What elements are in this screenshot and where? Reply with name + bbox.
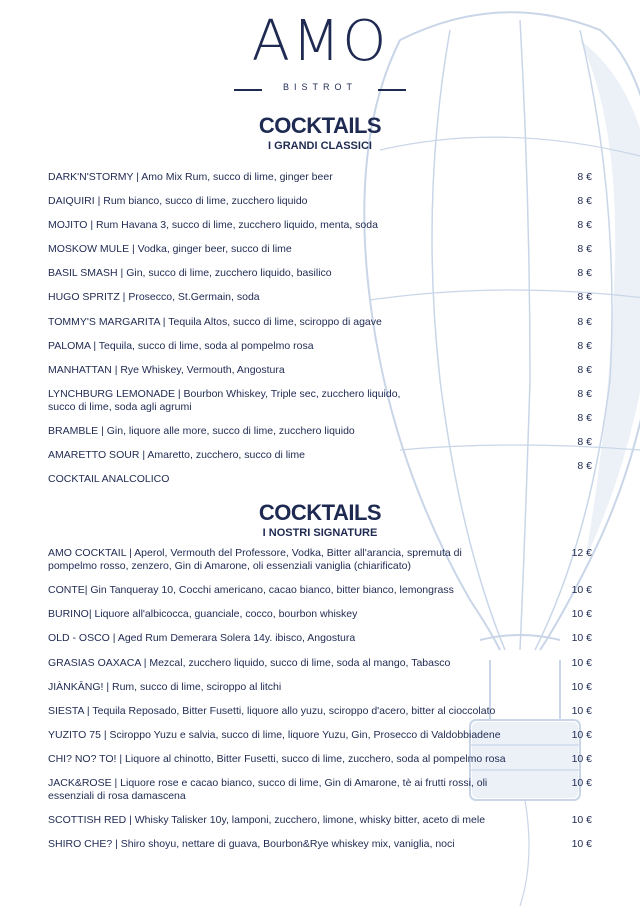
menu-item-price: 8 € <box>577 460 592 472</box>
menu-item: SIESTA | Tequila Reposado, Bitter Fusetti, liquore allo yuzu, sciroppo d'acero, bitter al cioccolato <box>48 705 496 717</box>
menu-item-price: 10 € <box>571 838 592 850</box>
menu-item-price: 10 € <box>571 608 592 620</box>
menu-item: JIÀNKĀNG! | Rum, succo di lime, sciroppo al litchi <box>48 681 282 693</box>
menu-item-price: 10 € <box>571 657 592 669</box>
menu-item: TOMMY'S MARGARITA | Tequila Altos, succo di lime, sciroppo di agave <box>48 316 382 328</box>
logo-name: AMO <box>251 9 389 74</box>
menu-item: YUZITO 75 | Sciroppo Yuzu e salvia, succo di lime, liquore Yuzu, Gin, Prosecco di Valdobbiadene <box>48 729 501 741</box>
menu-item-price: 10 € <box>571 632 592 644</box>
logo-subtitle: BISTROT <box>282 82 357 92</box>
menu-item: HUGO SPRITZ | Prosecco, St.Germain, soda <box>48 291 260 303</box>
menu-item: DARK'N'STORMY | Amo Mix Rum, succo di lime, ginger beer <box>48 171 333 183</box>
menu-item-price: 8 € <box>577 267 592 279</box>
logo-left-rule <box>234 89 262 91</box>
menu-item-price: 8 € <box>577 364 592 376</box>
menu-item-price: 8 € <box>577 171 592 183</box>
signature-section-title: COCKTAILS <box>258 500 382 525</box>
signature-section-subtitle: I NOSTRI SIGNATURE <box>262 527 378 539</box>
menu-item-price: 10 € <box>571 729 592 741</box>
menu-item-price: 8 € <box>577 195 592 207</box>
menu-item-price: 10 € <box>571 814 592 826</box>
menu-item: PALOMA | Tequila, succo di lime, soda al pompelmo rosa <box>48 340 314 352</box>
menu-item: DAIQUIRI | Rum bianco, succo di lime, zucchero liquido <box>48 195 308 207</box>
menu-item-price: 8 € <box>577 412 592 424</box>
menu-item-price: 12 € <box>571 547 592 559</box>
menu-item: MOJITO | Rum Havana 3, succo di lime, zucchero liquido, menta, soda <box>48 219 378 231</box>
menu-item-price: 8 € <box>577 436 592 448</box>
menu-item: JACK&ROSE | Liquore rose e cacao bianco, succo di lime, Gin di Amarone, tè ai frutti rossi, oli essenziali di rosa damascena <box>48 777 488 802</box>
menu-item-price: 10 € <box>571 584 592 596</box>
menu-item-price: 8 € <box>577 243 592 255</box>
menu-item: AMO COCKTAIL | Aperol, Vermouth del Professore, Vodka, Bitter all'arancia, spremuta di pompelmo rosso, zenzero, Gin di Amarone, oli essenziali vaniglia (chiarificato) <box>48 547 462 572</box>
menu-item: MANHATTAN | Rye Whiskey, Vermouth, Angostura <box>48 364 285 376</box>
menu-item: OLD - OSCO | Aged Rum Demerara Solera 14y. ibisco, Angostura <box>48 632 356 644</box>
menu-item: LYNCHBURG LEMONADE | Bourbon Whiskey, Triple sec, zucchero liquido, succo di lime, soda agli agrumi <box>48 388 401 413</box>
logo-right-rule <box>378 89 406 91</box>
menu-item-price: 10 € <box>571 753 592 765</box>
menu-item: MOSKOW MULE | Vodka, ginger beer, succo di lime <box>48 243 292 255</box>
menu-item-price: 8 € <box>577 291 592 303</box>
menu-item: BASIL SMASH | Gin, succo di lime, zucchero liquido, basilico <box>48 267 332 279</box>
menu-item-price: 10 € <box>571 705 592 717</box>
menu-item: CONTE| Gin Tanqueray 10, Cocchi americano, cacao bianco, bitter bianco, lemongrass <box>48 584 454 596</box>
menu-item-price: 8 € <box>577 388 592 400</box>
amo-bistrot-logo <box>228 9 412 92</box>
logo-subtitle-row <box>234 82 406 96</box>
classics-section-title: COCKTAILS <box>258 113 382 138</box>
menu-item-price: 8 € <box>577 316 592 328</box>
menu-item: SCOTTISH RED | Whisky Talisker 10y, lamponi, zucchero, limone, whisky bitter, aceto di mele <box>48 814 486 826</box>
menu-item: BRAMBLE | Gin, liquore alle more, succo di lime, zucchero liquido <box>48 425 355 437</box>
classics-section-subtitle: I GRANDI CLASSICI <box>268 140 372 152</box>
menu-item: CHI? NO? TO! | Liquore al chinotto, Bitter Fusetti, succo di lime, zucchero, soda al pompelmo rosa <box>48 753 506 765</box>
menu-item: SHIRO CHE? | Shiro shoyu, nettare di guava, Bourbon&Rye whiskey mix, vaniglia, noci <box>48 838 455 850</box>
menu-item: COCKTAIL ANALCOLICO <box>48 473 170 485</box>
menu-item-price: 8 € <box>577 219 592 231</box>
menu-item-price: 10 € <box>571 777 592 789</box>
menu-item: GRASIAS OAXACA | Mezcal, zucchero liquido, succo di lime, soda al mango, Tabasco <box>48 657 451 669</box>
menu-item: AMARETTO SOUR | Amaretto, zucchero, succo di lime <box>48 449 305 461</box>
menu-item-price: 10 € <box>571 681 592 693</box>
menu-item-price: 8 € <box>577 340 592 352</box>
menu-item: BURINO| Liquore all'albicocca, guanciale, cocco, bourbon whiskey <box>48 608 358 620</box>
